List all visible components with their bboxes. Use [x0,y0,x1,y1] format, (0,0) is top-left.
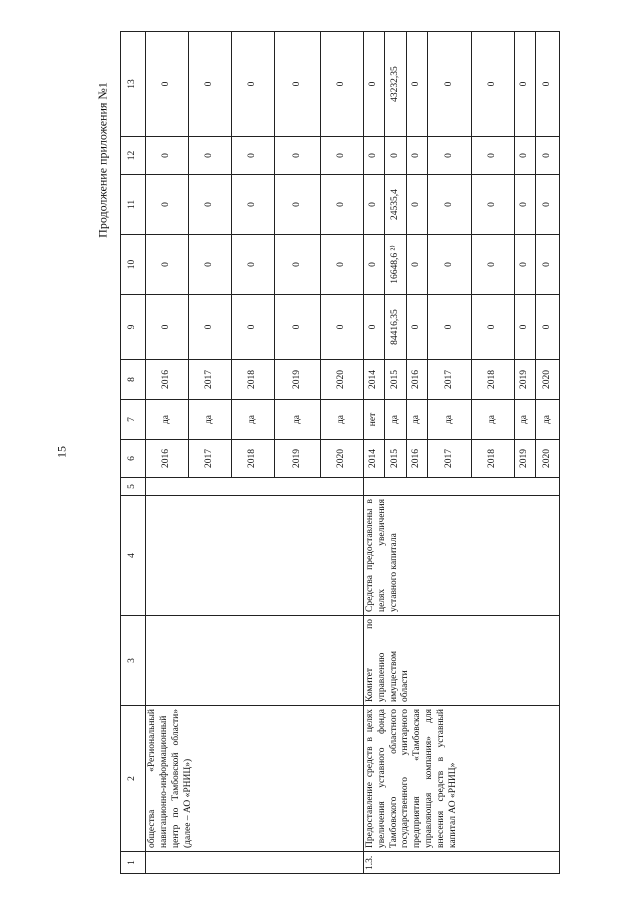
col-header: 2 [121,706,146,852]
measure-name-cell: общества «Региональный навигационно-информационный центр по Тамбовской области» (далее – АО «РНИЦ») [146,706,364,852]
value-cell: 0 [146,235,189,295]
value-cell: 0 [536,235,560,295]
value-cell: 0 [406,295,428,360]
year-cell: 2017 [428,440,471,478]
year-cell: 2020 [320,440,363,478]
year-cell: 2016 [406,440,428,478]
value-cell: 0 [514,235,536,295]
value-cell: 0 [320,175,363,235]
value-cell: 0 [471,235,514,295]
value-cell: 0 [428,137,471,175]
value-cell: 0 [275,137,320,175]
year-cell: 2017 [428,360,471,400]
year-cell: 2019 [514,440,536,478]
value-cell: 0 [232,295,275,360]
value-cell: 0 [536,137,560,175]
year-cell: 2016 [146,440,189,478]
row-number-cell [146,852,364,874]
value-cell: 0 [146,137,189,175]
col-header: 7 [121,400,146,440]
year-cell: 2017 [189,440,232,478]
value-cell: 0 [363,235,385,295]
value-cell: 0 [189,137,232,175]
value-cell: 0 [320,32,363,137]
value-cell: 0 [275,235,320,295]
value-cell: 0 [536,175,560,235]
value-cell: 43232,35 [385,32,407,137]
value-cell: 0 [406,175,428,235]
value-cell: 0 [232,32,275,137]
value-cell: 0 [406,235,428,295]
value-cell: 0 [189,235,232,295]
header-row [121,32,146,874]
col-header: 10 [121,235,146,295]
year-cell: 2017 [189,360,232,400]
value-cell: 0 [320,235,363,295]
executor-cell: Комитет по управлению имуществом области [363,616,559,706]
result-cell: Средства предоставлены в целях увеличения уставного капитала [363,496,559,616]
value-cell: 0 [471,295,514,360]
value-cell: 0 [189,175,232,235]
year-cell: 2014 [363,440,385,478]
value-cell: 0 [232,137,275,175]
value-cell: 0 [471,175,514,235]
year-cell: 2018 [232,440,275,478]
col-header: 12 [121,137,146,175]
year-cell: 2019 [275,360,320,400]
value-cell: 0 [320,295,363,360]
status-cell: да [536,400,560,440]
table-row [146,32,189,874]
col-header: 11 [121,175,146,235]
year-cell: 2015 [385,360,407,400]
value-cell: 0 [275,32,320,137]
value-cell: 0 [146,295,189,360]
col-header: 3 [121,616,146,706]
status-cell: да [471,400,514,440]
col-header: 6 [121,440,146,478]
status-cell: да [320,400,363,440]
value-cell: 0 [406,32,428,137]
value-cell: 0 [514,295,536,360]
col5-cell [146,478,364,496]
value-cell: 0 [428,175,471,235]
year-cell: 2014 [363,360,385,400]
row-number-cell: 1.3. [363,852,559,874]
status-cell: да [146,400,189,440]
value-cell: 0 [428,235,471,295]
value-cell: 0 [536,295,560,360]
value-cell: 0 [536,32,560,137]
value-cell: 24535,4 [385,175,407,235]
executor-cell [146,616,364,706]
value-cell: 0 [232,175,275,235]
value-cell: 0 [428,295,471,360]
value-cell: 0 [320,137,363,175]
status-cell: да [406,400,428,440]
value-cell: 0 [275,175,320,235]
value-cell: 0 [428,32,471,137]
year-cell: 2018 [471,360,514,400]
value-cell: 0 [363,32,385,137]
status-cell: да [189,400,232,440]
value-cell: 0 [514,175,536,235]
year-cell: 2016 [406,360,428,400]
status-cell: да [232,400,275,440]
col-header: 1 [121,852,146,874]
year-cell: 2020 [320,360,363,400]
year-cell: 2019 [275,440,320,478]
year-cell: 2020 [536,440,560,478]
value-cell: 0 [385,137,407,175]
value-cell: 0 [189,32,232,137]
status-cell: да [428,400,471,440]
value-cell: 0 [514,32,536,137]
measure-name-cell: Предоставление средств в целях увеличения уставного фонда Тамбовского областного государственного унитарного предприятия «Тамбовская управляющая компания» для внесения средств в уставный капитал АО «РНИЦ» [363,706,559,852]
status-cell: нет [363,400,385,440]
status-cell: да [385,400,407,440]
appendix-table [120,31,560,874]
value-cell: 0 [363,137,385,175]
col-header: 8 [121,360,146,400]
year-cell: 2020 [536,360,560,400]
value-cell: 0 [189,295,232,360]
continuation-label: Продолжение приложения №1 [95,82,110,238]
col-header: 4 [121,496,146,616]
value-cell: 0 [406,137,428,175]
value-cell: 84416,35 [385,295,407,360]
year-cell: 2018 [471,440,514,478]
value-cell: 0 [471,32,514,137]
col5-cell [363,478,559,496]
col-header: 13 [121,32,146,137]
value-cell: 0 [146,32,189,137]
col-header: 9 [121,295,146,360]
appendix-table-container [120,32,560,874]
col-header: 5 [121,478,146,496]
value-cell: 16648,6 ²⁾ [385,235,407,295]
page-number: 15 [54,446,69,458]
year-cell: 2015 [385,440,407,478]
result-cell [146,496,364,616]
value-cell: 0 [275,295,320,360]
value-cell: 0 [471,137,514,175]
value-cell: 0 [363,175,385,235]
table-row [363,32,385,874]
status-cell: да [275,400,320,440]
value-cell: 0 [232,235,275,295]
year-cell: 2019 [514,360,536,400]
year-cell: 2018 [232,360,275,400]
year-cell: 2016 [146,360,189,400]
value-cell: 0 [146,175,189,235]
value-cell: 0 [363,295,385,360]
value-cell: 0 [514,137,536,175]
status-cell: да [514,400,536,440]
